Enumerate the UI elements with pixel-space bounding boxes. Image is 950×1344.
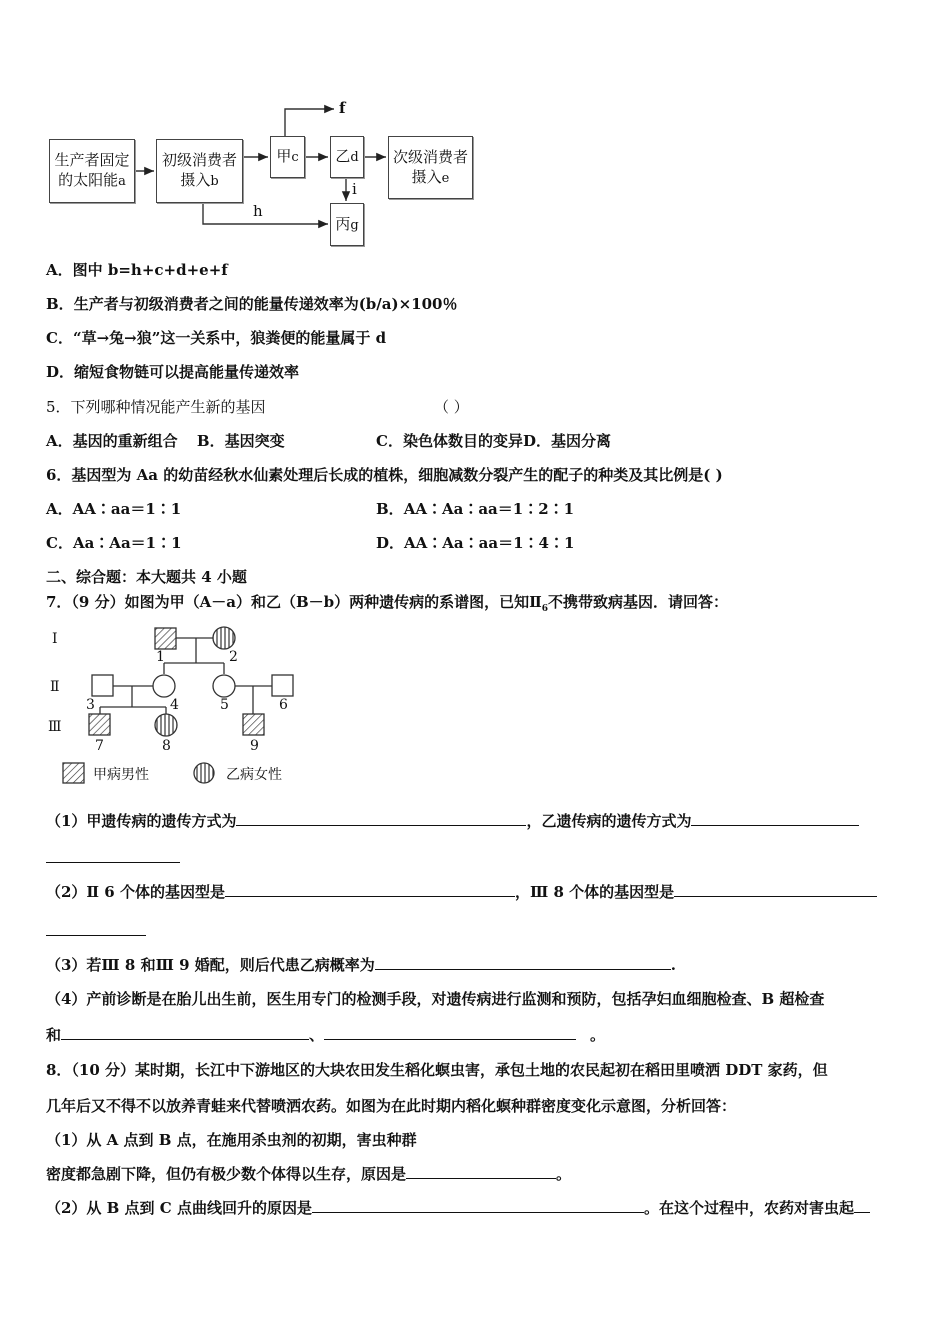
generation-label-2: Ⅱ — [50, 679, 60, 695]
individual-9: 9 — [250, 738, 259, 754]
yi-box: 乙d — [330, 136, 364, 178]
answer-blank-1b-cont[interactable] — [46, 862, 180, 863]
answer-blank-1a[interactable] — [236, 811, 526, 826]
q6-option-d[interactable]: D．AA∶Aa∶aa＝1∶4∶1 — [376, 534, 575, 552]
q6-option-c[interactable]: C．Aa∶Aa＝1∶1 — [46, 534, 182, 552]
individual-2: 2 — [229, 649, 238, 665]
q5-answer-paren: （ ） — [434, 398, 469, 416]
answer-blank-3[interactable] — [375, 955, 671, 970]
q6-option-a[interactable]: A．AA∶aa＝1∶1 — [46, 500, 182, 518]
q4-option-c[interactable]: C．“草→兔→狼”这一关系中，狼粪便的能量属于 d — [46, 329, 387, 347]
q7-sub3: （3）若Ⅲ 8 和Ⅲ 9 婚配，则后代患乙病概率为 . — [46, 956, 676, 974]
answer-blank-4b[interactable] — [324, 1025, 576, 1040]
answer-blank-2b-cont[interactable] — [46, 935, 146, 936]
q8-sub1-line2: 密度都急剧下降，但仍有极少数个体得以生存，原因是 。 — [46, 1165, 572, 1183]
q4-option-a[interactable]: A．图中 b=h+c+d+e+f — [46, 261, 228, 279]
q8-sub2: （2）从 B 点到 C 点曲线回升的原因是 。在这个过程中，农药对害虫起 — [46, 1198, 870, 1218]
arrow-label-f: f — [339, 99, 346, 117]
q8-stem-line1: 8．（10 分）某时期，长江中下游地区的大块农田发生稻化螟虫害，承包土地的农民起初在稻田里喷洒 DDT 家药，但 — [46, 1061, 828, 1079]
q7-sub4: （4）产前诊断是在胎儿出生前，医生用专门的检测手段，对遗传病进行监测和预防，包括孕妇血细胞检查、B 超检查 — [46, 990, 825, 1008]
q5-option-b[interactable]: B．基因突变 — [196, 432, 285, 450]
q8-sub1-line1: （1）从 A 点到 B 点，在施用杀虫剂的初期，害虫种群 — [46, 1131, 417, 1149]
q8-stem-line2: 几年后又不得不以放养青蛙来代替喷洒农药。如图为在此时期内稻化螟种群密度变化示意图，分析回答： — [46, 1097, 737, 1115]
answer-blank-8-3[interactable] — [854, 1198, 870, 1213]
individual-5: 5 — [220, 697, 229, 713]
q7-stem: 7．（9 分）如图为甲（A－a）和乙（B－b）两种遗传病的系谱图，已知$Ⅱ_6$不携带致病基因．请回答： — [46, 593, 729, 614]
generation-label-1: Ⅰ — [52, 631, 58, 647]
answer-blank-1b[interactable] — [691, 811, 859, 826]
answer-blank-2b[interactable] — [674, 882, 877, 897]
individual-1: 1 — [156, 649, 165, 665]
answer-blank-2a[interactable] — [225, 882, 515, 897]
legend-affected-male-a: 甲病男性 — [93, 767, 149, 783]
jia-box: 甲c — [270, 136, 305, 178]
arrow-label-h: h — [253, 202, 263, 220]
q5-option-c[interactable]: C．染色体数目的变异D．基因分离 — [376, 432, 611, 450]
individual-4: 4 — [170, 697, 179, 713]
legend-affected-female-b: 乙病女性 — [226, 767, 282, 783]
generation-label-3: Ⅲ — [48, 719, 62, 735]
individual-7: 7 — [95, 738, 104, 754]
section-heading: 二、综合题：本大题共 4 小题 — [46, 568, 247, 586]
bing-box: 丙g — [330, 203, 364, 246]
q4-option-d[interactable]: D．缩短食物链可以提高能量传递效率 — [46, 363, 300, 381]
primary-consumer-box: 初级消费者 摄入b — [156, 139, 243, 203]
secondary-consumer-box: 次级消费者 摄入e — [388, 136, 473, 199]
q6-stem: 6．基因型为 Aa 的幼苗经秋水仙素处理后长成的植株，细胞减数分裂产生的配子的种类及其比例是( ) — [46, 466, 723, 484]
producer-energy-box: 生产者固定 的太阳能a — [49, 139, 135, 203]
answer-blank-8-2[interactable] — [312, 1198, 644, 1213]
answer-blank-4a[interactable] — [61, 1025, 309, 1040]
answer-blank-8-1[interactable] — [406, 1164, 556, 1179]
arrow-label-i: i — [352, 180, 357, 198]
individual-8: 8 — [162, 738, 171, 754]
q4-option-b[interactable]: B．生产者与初级消费者之间的能量传递效率为(b/a)×100％ — [46, 295, 458, 313]
q6-option-b[interactable]: B．AA∶Aa∶aa＝1∶2∶1 — [376, 500, 575, 518]
q7-sub1: （1）甲遗传病的遗传方式为 ，乙遗传病的遗传方式为 — [46, 811, 859, 831]
q5-stem: 5．下列哪种情况能产生新的基因 （ ） — [46, 398, 469, 416]
individual-3: 3 — [86, 697, 95, 713]
q7-sub2: （2）Ⅱ 6 个体的基因型是 ，Ⅲ 8 个体的基因型是 — [46, 882, 877, 902]
individual-6: 6 — [279, 697, 288, 713]
q7-sub4-blanks: 和 、 。 — [46, 1026, 606, 1044]
q5-option-a[interactable]: A．基因的重新组合 — [46, 432, 178, 450]
